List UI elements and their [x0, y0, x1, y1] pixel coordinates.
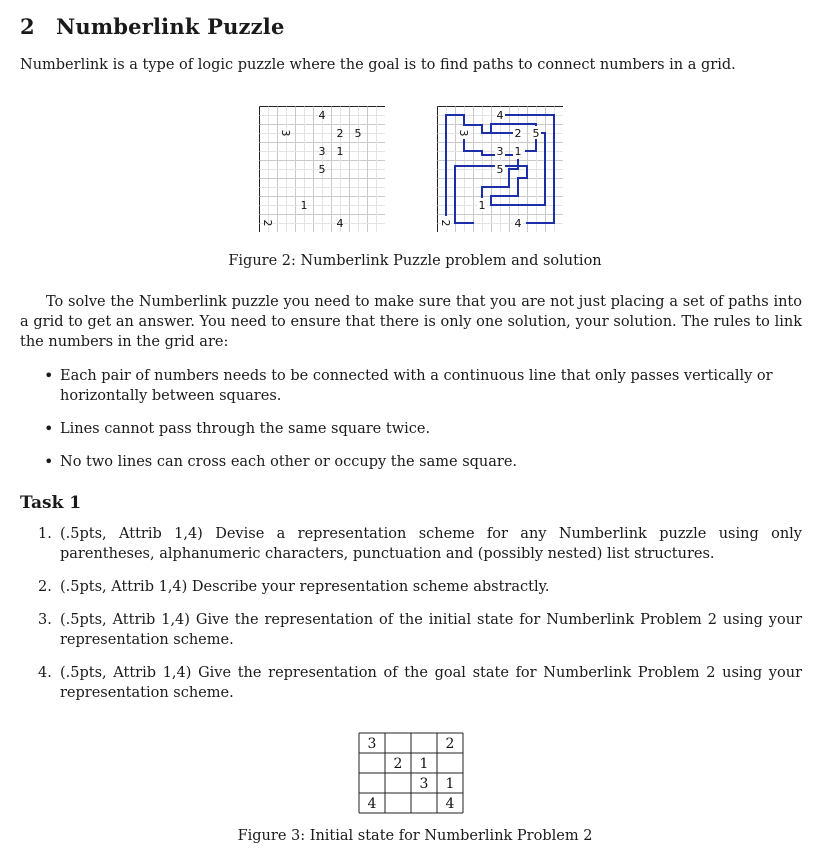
table-cell: 1	[445, 776, 455, 792]
section-number: 2	[20, 14, 35, 39]
grid-number: 1	[300, 199, 308, 212]
grid-number: 5	[318, 163, 326, 176]
task-item-number: 2.	[38, 579, 52, 595]
grid-number: 1	[514, 145, 522, 158]
task-item-number: 1.	[38, 526, 52, 542]
grid-number: 4	[336, 217, 344, 230]
grid-number: 2	[261, 219, 274, 227]
figure3-grid	[358, 732, 464, 814]
grid-number: 1	[336, 145, 344, 158]
grid-number: 2	[514, 127, 522, 140]
intro-text: Numberlink is a type of logic puzzle where the goal is to find paths to connect numbers in a grid.	[20, 57, 736, 73]
grid-number: 3	[279, 129, 292, 137]
rule-item: • No two lines can cross each other or occupy the same square.	[44, 452, 804, 472]
table-cell: 3	[367, 736, 377, 752]
grid-number: 2	[336, 127, 344, 140]
grid-number: 4	[514, 217, 522, 230]
table-cell: 2	[445, 736, 455, 752]
table-cell: 1	[419, 756, 429, 772]
task-item-text: (.5pts, Attrib 1,4) Give the representation of the goal state for Numberlink Problem 2 using your representation scheme.	[60, 665, 802, 701]
task-list	[38, 524, 802, 716]
task-item	[38, 663, 802, 703]
section-title: Numberlink Puzzle	[56, 14, 285, 39]
grid-number: 5	[354, 127, 362, 140]
task-item	[38, 610, 802, 650]
grid-number: 1	[478, 199, 486, 212]
task-item-text: (.5pts, Attrib 1,4) Give the representation of the initial state for Numberlink Problem 2 using your representation scheme.	[60, 612, 802, 648]
rule-item: • Lines cannot pass through the same square twice.	[44, 419, 804, 439]
grid-number: 3	[318, 145, 326, 158]
solution-grid	[437, 106, 563, 232]
table-cell: 4	[367, 796, 377, 812]
task-item-text: (.5pts, Attrib 1,4) Describe your representation scheme abstractly.	[60, 579, 550, 595]
task-item-text: (.5pts, Attrib 1,4) Devise a representation scheme for any Numberlink puzzle using only parentheses, alphanumeric characters, punctuation and (possibly nested) list structures.	[60, 526, 802, 562]
task-item-number: 3.	[38, 612, 52, 628]
section-heading	[20, 14, 285, 39]
figure2-caption: Figure 2: Numberlink Puzzle problem and solution	[228, 253, 602, 269]
grid-number: 4	[318, 109, 326, 122]
grid-number: 5	[532, 127, 540, 140]
table-cell: 2	[393, 756, 403, 772]
grid-number: 5	[496, 163, 504, 176]
grid-number: 3	[457, 129, 470, 137]
rules-intro-paragraph: To solve the Numberlink puzzle you need to make sure that you are not just placing a set of paths into a grid to get an answer. You need to ensure that there is only one solution, your solution. The rules to link the numbers in the grid are:	[20, 294, 802, 350]
grid-number: 4	[496, 109, 504, 122]
grid-number: 2	[439, 219, 452, 227]
task-title: Task 1	[20, 493, 82, 513]
task-item	[38, 524, 802, 564]
task-item-number: 4.	[38, 665, 52, 681]
table-cell: 3	[419, 776, 429, 792]
problem-grid	[259, 106, 385, 232]
task-item	[38, 577, 802, 597]
rules-list	[44, 366, 804, 485]
table-cell: 4	[445, 796, 455, 812]
figure3-caption: Figure 3: Initial state for Numberlink Problem 2	[237, 828, 593, 844]
grid-number: 3	[496, 145, 504, 158]
rule-item: • Each pair of numbers needs to be connected with a continuous line that only passes vertically or horizontally between squares.	[44, 366, 804, 406]
